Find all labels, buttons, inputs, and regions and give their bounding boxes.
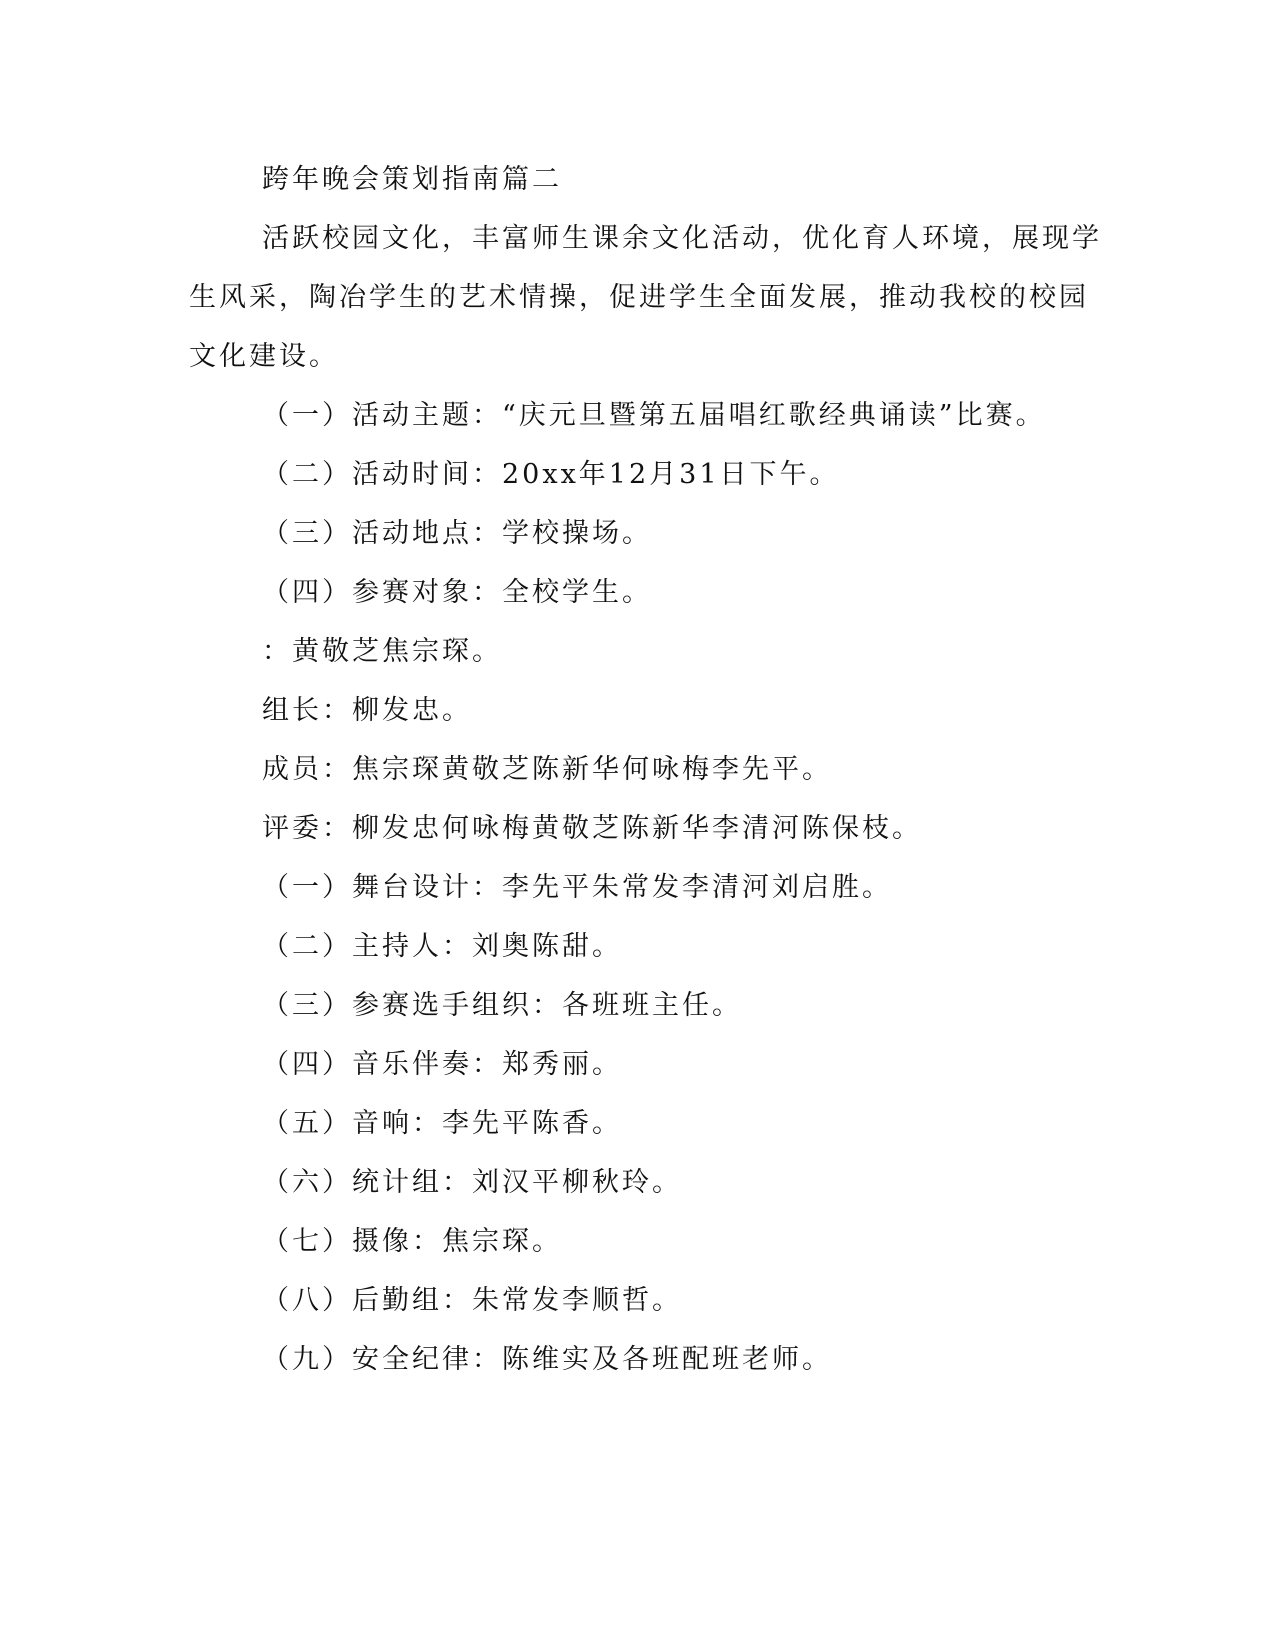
item-hosts: （二）主持人：刘奥陈甜。 bbox=[262, 931, 622, 962]
item-stage-design: （一）舞台设计：李先平朱常发李清河刘启胜。 bbox=[262, 872, 892, 903]
item-judges: 评委：柳发忠何咏梅黄敬芝陈新华李清河陈保枝。 bbox=[262, 813, 922, 844]
item-organizers: ：黄敬芝焦宗琛。 bbox=[262, 636, 502, 667]
item-safety-discipline: （九）安全纪律：陈维实及各班配班老师。 bbox=[262, 1344, 832, 1375]
item-activity-location: （三）活动地点：学校操场。 bbox=[262, 518, 652, 549]
intro-line-1: 活跃校园文化，丰富师生课余文化活动，优化育人环境，展现学 bbox=[262, 223, 1102, 254]
item-contestant-organization: （三）参赛选手组织：各班班主任。 bbox=[262, 990, 742, 1021]
item-activity-theme: （一）活动主题：“庆元旦暨第五届唱红歌经典诵读”比赛。 bbox=[262, 400, 1046, 431]
intro-line-2: 生风采，陶冶学生的艺术情操，促进学生全面发展，推动我校的校园 bbox=[189, 282, 1089, 313]
item-music-accompaniment: （四）音乐伴奏：郑秀丽。 bbox=[262, 1049, 622, 1080]
item-sound: （五）音响：李先平陈香。 bbox=[262, 1108, 622, 1139]
intro-line-3: 文化建设。 bbox=[189, 341, 339, 372]
item-participants: （四）参赛对象：全校学生。 bbox=[262, 577, 652, 608]
item-activity-time: （二）活动时间：20xx年12月31日下午。 bbox=[262, 459, 840, 490]
item-video: （七）摄像：焦宗琛。 bbox=[262, 1226, 562, 1257]
item-statistics-group: （六）统计组：刘汉平柳秋玲。 bbox=[262, 1167, 682, 1198]
item-group-leader: 组长：柳发忠。 bbox=[262, 695, 472, 726]
item-members: 成员：焦宗琛黄敬芝陈新华何咏梅李先平。 bbox=[262, 754, 832, 785]
document-title: 跨年晚会策划指南篇二 bbox=[262, 164, 562, 195]
item-logistics-group: （八）后勤组：朱常发李顺哲。 bbox=[262, 1285, 682, 1316]
